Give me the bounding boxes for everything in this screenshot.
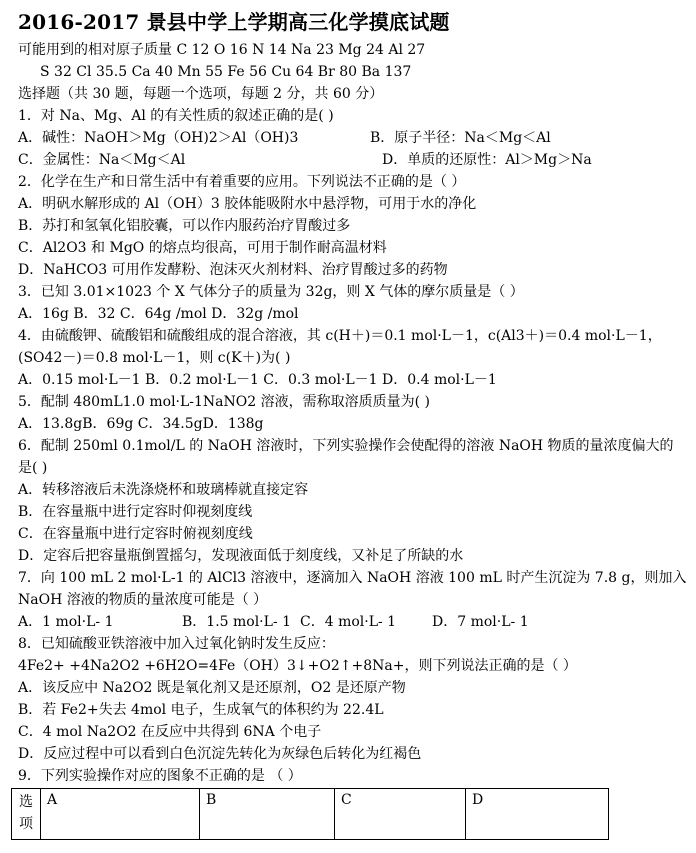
- q7-stem-2: NaOH 溶液的物质的量浓度可能是（ ）: [18, 592, 268, 608]
- q2-option-b: B．苏打和氢氧化铝胶囊，可以作内服药治疗胃酸过多: [18, 218, 351, 234]
- q5-stem: 5．配制 480mL1.0 mol·L-1NaNO2 溶液，需称取溶质质量为( ): [18, 394, 430, 410]
- q8-option-c: C．4 mol Na2O2 在反应中共得到 6NA 个电子: [18, 724, 322, 740]
- q1-option-d: D．单质的还原性：Al＞Mg＞Na: [382, 152, 592, 168]
- q1-stem: 1．对 Na、Mg、Al 的有关性质的叙述正确的是( ): [18, 108, 334, 124]
- q6-option-a: A．转移溶液后未洗涤烧杯和玻璃棒就直接定容: [18, 482, 309, 498]
- q8-option-a: A．该反应中 Na2O2 既是氧化剂又是还原剂，O2 是还原产物: [18, 680, 406, 696]
- q8-stem-1: 8．已知硫酸亚铁溶液中加入过氧化钠时发生反应：: [18, 636, 335, 652]
- q8-stem-2: 4Fe2+ +4Na2O2 +6H2O=4Fe（OH）3↓+O2↑+8Na+，则下列说法正确的是（ ）: [18, 658, 577, 674]
- exam-title: 2016-2017 景县中学上学期高三化学摸底试题: [18, 10, 450, 34]
- q6-stem-2: 是( ): [18, 460, 48, 476]
- q9-stem: 9．下列实验操作对应的图象不正确的是 （ ）: [18, 768, 302, 784]
- q3-stem: 3．已知 3.01×1023 个 X 气体分子的质量为 32g，则 X 气体的摩尔质量是（ ）: [18, 284, 524, 300]
- q5-options: A．13.8gB．69g C．34.5gD．138g: [18, 416, 264, 432]
- q9-options-table: [11, 788, 609, 840]
- q4-stem-2: (SO42－)＝0.8 mol·L－1，则 c(K＋)为( ): [18, 350, 291, 366]
- q7-option-a: A．1 mol·L- 1: [18, 614, 114, 630]
- q6-stem-1: 6．配制 250ml 0.1mol/L 的 NaOH 溶液时，下列实验操作会使配得的溶液 NaOH 物质的量浓度偏大的: [18, 438, 674, 454]
- option-cell-c: C: [335, 789, 466, 840]
- table-row: [12, 789, 609, 840]
- section-heading: 选择题（共 30 题，每题一个选项，每题 2 分，共 60 分）: [18, 86, 384, 102]
- q8-option-b: B．若 Fe2+失去 4mol 电子，生成氧气的体积约为 22.4L: [18, 702, 384, 718]
- q1-option-b: B．原子半径：Na＜Mg＜Al: [370, 130, 551, 146]
- q3-options: A．16g B．32 C．64g /mol D．32g /mol: [18, 306, 299, 322]
- q1-option-a: A．碱性：NaOH＞Mg（OH)2＞Al（OH)3: [18, 130, 299, 146]
- option-cell-d: D: [466, 789, 609, 840]
- q2-option-a: A．明矾水解形成的 Al（OH）3 胶体能吸附水中悬浮物，可用于水的净化: [18, 196, 477, 212]
- atomic-mass-line-2: S 32 Cl 35.5 Ca 40 Mn 55 Fe 56 Cu 64 Br 80 Ba 137: [40, 64, 412, 80]
- atomic-mass-line-1: 可能用到的相对原子质量 C 12 O 16 N 14 Na 23 Mg 24 Al 27: [18, 42, 426, 58]
- q2-option-d: D．NaHCO3 可用作发酵粉、泡沫灭火剂材料、治疗胃酸过多的药物: [18, 262, 448, 278]
- option-header-cell: 选项: [12, 789, 41, 840]
- q4-stem-1: 4．由硫酸钾、硫酸铝和硫酸组成的混合溶液，其 c(H＋)＝0.1 mol·L－1，c(Al3＋)＝0.4 mol·L－1，: [18, 328, 662, 344]
- q2-stem: 2．化学在生产和日常生活中有着重要的应用。下列说法不正确的是（ ）: [18, 174, 466, 190]
- q2-option-c: C．Al2O3 和 MgO 的熔点均很高，可用于制作耐高温材料: [18, 240, 387, 256]
- q4-options: A．0.15 mol·L－1 B．0.2 mol·L－1 C．0.3 mol·L－1 D．0.4 mol·L－1: [18, 372, 497, 388]
- q6-option-b: B．在容量瓶中进行定容时仰视刻度线: [18, 504, 253, 520]
- q7-option-c: C．4 mol·L- 1: [300, 614, 397, 630]
- q7-option-d: D．7 mol·L- 1: [432, 614, 529, 630]
- q6-option-c: C．在容量瓶中进行定容时俯视刻度线: [18, 526, 253, 542]
- option-cell-b: B: [200, 789, 335, 840]
- q1-option-c: C．金属性：Na＜Mg＜Al: [18, 152, 186, 168]
- q6-option-d: D．定容后把容量瓶倒置摇匀，发现液面低于刻度线，又补足了所缺的水: [18, 548, 464, 564]
- option-cell-a: A: [41, 789, 200, 840]
- q7-option-b: B．1.5 mol·L- 1: [182, 614, 292, 630]
- q8-option-d: D．反应过程中可以看到白色沉淀先转化为灰绿色后转化为红褐色: [18, 746, 422, 762]
- q7-stem-1: 7．向 100 mL 2 mol·L-1 的 AlCl3 溶液中，逐滴加入 NaOH 溶液 100 mL 时产生沉淀为 7.8 g，则加入: [18, 570, 687, 586]
